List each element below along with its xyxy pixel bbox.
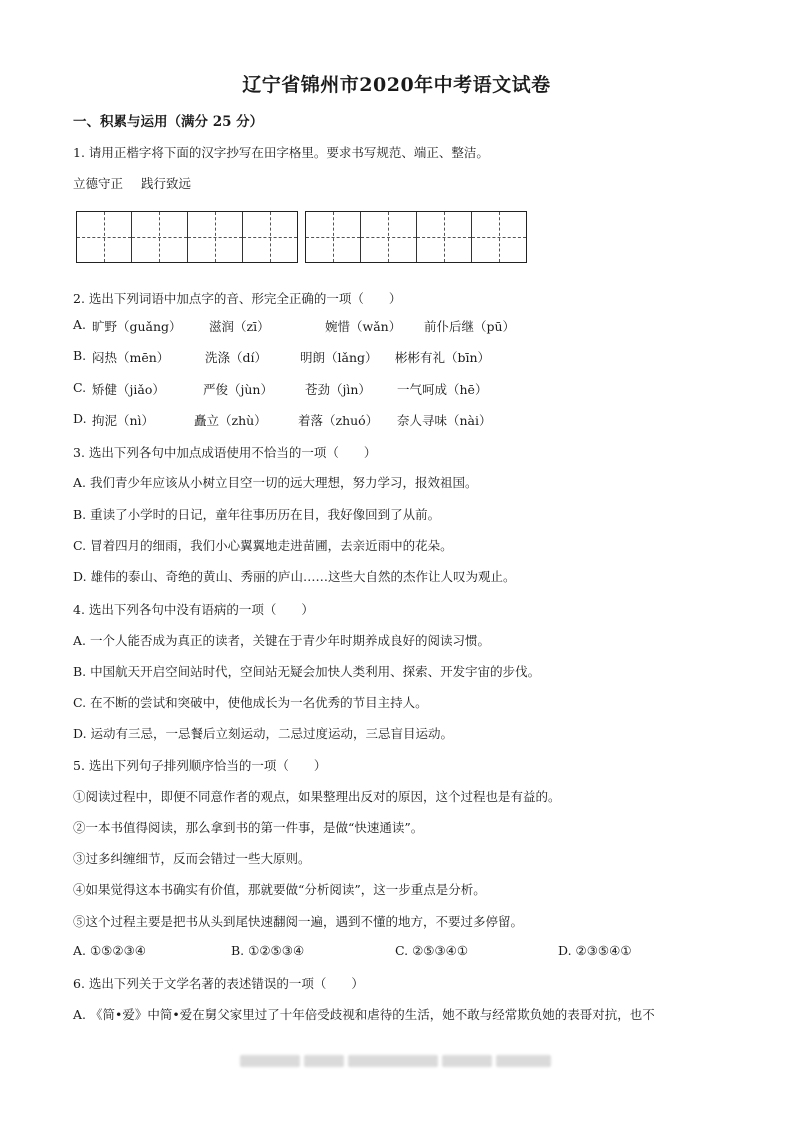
q1-phrase-1: 立德守正 bbox=[73, 176, 124, 191]
q5-choice-a: A. ①⑤②③④ bbox=[73, 943, 147, 958]
q2-option-item: 旷野（guǎng） bbox=[92, 319, 182, 334]
q2-option-item: 明朗（lǎng） bbox=[300, 350, 378, 365]
q4-option-b: B. 中国航天开启空间站时代，空间站无疑会加快人类利用、探索、开发宇宙的步伐。 bbox=[73, 664, 541, 679]
q2-option-item: 奈人寻味（nài） bbox=[397, 413, 492, 428]
q2-option-item: 前仆后继（pū） bbox=[424, 319, 516, 334]
q6-stem: 6. 选出下列关于文学名著的表述错误的一项（ ） bbox=[73, 976, 364, 991]
watermark bbox=[240, 1053, 555, 1069]
writing-grid-2[interactable] bbox=[305, 211, 527, 263]
grid-cell[interactable] bbox=[472, 212, 526, 262]
q2-option-item: 彬彬有礼（bīn） bbox=[395, 350, 491, 365]
q2-option-item: 矫健（jiǎo） bbox=[92, 382, 165, 397]
q2-option-item: 洗涤（dí） bbox=[205, 350, 267, 365]
q5-sentence: ④如果觉得这本书确实有价值，那就要做“分析阅读”，这一步重点是分析。 bbox=[73, 882, 486, 897]
q5-sentence: ②一本书值得阅读，那么拿到书的第一件事，是做“快速通读”。 bbox=[73, 820, 424, 835]
grid-cell[interactable] bbox=[77, 212, 132, 262]
grid-cell[interactable] bbox=[243, 212, 297, 262]
q2-option-item: 苍劲（jìn） bbox=[305, 382, 371, 397]
q2-option-label: B. bbox=[73, 348, 87, 363]
q4-option-d: D. 运动有三忌，一忌餐后立刻运动，二忌过度运动，三忌盲目运动。 bbox=[73, 726, 454, 741]
q2-option-label: D. bbox=[73, 411, 87, 426]
q5-sentence: ⑤这个过程主要是把书从头到尾快速翻阅一遍，遇到不懂的地方，不要过多停留。 bbox=[73, 914, 524, 929]
q3-option-c: C. 冒着四月的细雨，我们小心翼翼地走进苗圃，去亲近雨中的花朵。 bbox=[73, 538, 453, 553]
q4-option-c: C. 在不断的尝试和突破中，使他成长为一名优秀的节目主持人。 bbox=[73, 695, 428, 710]
q2-option-item: 一气呵成（hē） bbox=[397, 382, 488, 397]
q2-option-item: 着落（zhuó） bbox=[298, 413, 379, 428]
grid-cell[interactable] bbox=[306, 212, 361, 262]
q5-choice-c: C. ②⑤③④① bbox=[395, 943, 469, 958]
q5-stem: 5. 选出下列句子排列顺序恰当的一项（ ） bbox=[73, 758, 327, 773]
q4-stem: 4. 选出下列各句中没有语病的一项（ ） bbox=[73, 602, 314, 617]
page-title: 辽宁省锦州市2020年中考语文试卷 bbox=[242, 74, 551, 96]
q5-sentence: ①阅读过程中，即便不同意作者的观点，如果整理出反对的原因，这个过程也是有益的。 bbox=[73, 789, 561, 804]
q5-choice-d: D. ②③⑤④① bbox=[558, 943, 632, 958]
q2-option-label: C. bbox=[73, 380, 87, 395]
q1-phrases bbox=[73, 174, 191, 192]
writing-grid-1[interactable] bbox=[76, 211, 298, 263]
q3-option-b: B. 重读了小学时的日记，童年往事历历在目，我好像回到了从前。 bbox=[73, 507, 441, 522]
q3-option-a: A. 我们青少年应该从小树立目空一切的远大理想，努力学习，报效祖国。 bbox=[73, 475, 478, 490]
q1-phrase-2: 践行致远 bbox=[141, 176, 192, 191]
q2-option-item: 滋润（zī） bbox=[209, 319, 270, 334]
q2-option-item: 矗立（zhù） bbox=[194, 413, 267, 428]
q5-sentence: ③过多纠缠细节，反而会错过一些大原则。 bbox=[73, 851, 311, 866]
q2-stem: 2. 选出下列词语中加点字的音、形完全正确的一项（ ） bbox=[73, 291, 402, 306]
q2-option-item: 闷热（mēn） bbox=[92, 350, 170, 365]
q2-option-item: 严俊（jùn） bbox=[203, 382, 273, 397]
q2-option-item: 拘泥（nì） bbox=[92, 413, 155, 428]
q6-option-a: A. 《简•爱》中简•爱在舅父家里过了十年倍受歧视和虐待的生活，她不敢与经常欺负她的表哥对抗，也不 bbox=[73, 1007, 655, 1022]
q3-stem: 3. 选出下列各句中加点成语使用不恰当的一项（ ） bbox=[73, 445, 377, 460]
q4-option-a: A. 一个人能否成为真正的读者，关键在于青少年时期养成良好的阅读习惯。 bbox=[73, 633, 490, 648]
grid-cell[interactable] bbox=[361, 212, 416, 262]
q2-option-item: 婉惜（wǎn） bbox=[325, 319, 402, 334]
q5-choice-b: B. ①②⑤③④ bbox=[231, 943, 305, 958]
q2-option-label: A. bbox=[73, 317, 87, 332]
grid-cell[interactable] bbox=[417, 212, 472, 262]
section-heading: 一、积累与运用（满分 25 分） bbox=[73, 114, 264, 130]
grid-cell[interactable] bbox=[188, 212, 243, 262]
grid-cell[interactable] bbox=[132, 212, 187, 262]
q1-stem: 1. 请用正楷字将下面的汉字抄写在田字格里。要求书写规范、端正、整洁。 bbox=[73, 145, 489, 160]
q3-option-d: D. 雄伟的泰山、奇绝的黄山、秀丽的庐山……这些大自然的杰作让人叹为观止。 bbox=[73, 569, 516, 584]
